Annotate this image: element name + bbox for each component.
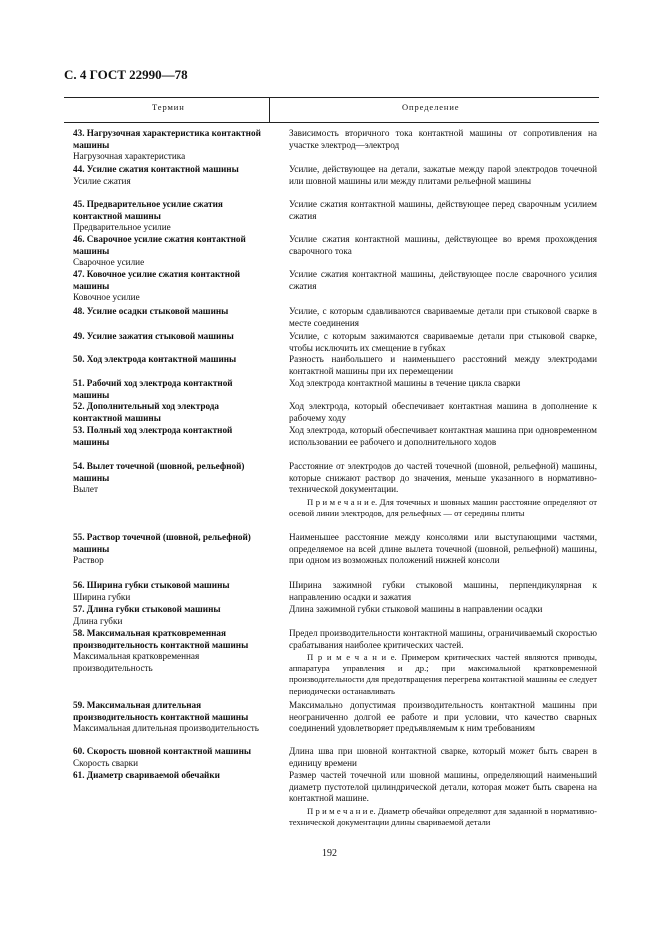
term-entry: [73, 425, 264, 448]
term-entry: [73, 461, 264, 496]
term-name: 44. Усилие сжатия контактной машины: [73, 164, 239, 174]
note-text: П р и м е ч а н и е. Для точечных и шовных машин расстояние определяют от осевой линии электродов, для рельефных — от середины плиты: [289, 497, 597, 519]
term-name: 53. Полный ход электрода контактной машины: [73, 425, 233, 447]
term-name: 57. Длина губки стыковой машины: [73, 604, 221, 614]
column-separator: [269, 98, 270, 123]
definition-text: Предел производительности контактной машины, ограничиваемый скоростью срабатывания наиболее критических частей.: [289, 628, 597, 650]
term-alias: Раствор: [73, 555, 104, 566]
term-name: 51. Рабочий ход электрода контактной машины: [73, 378, 233, 400]
term-alias: Максимальная длительная производительность: [73, 723, 259, 734]
term-entry: [73, 580, 264, 603]
term-entry: [73, 378, 264, 401]
definition-text: Размер частей точечной или шовной машины, определяющий наименьший диаметр пустотелой цилиндрической детали, которая может быть сварена на контактной машине.: [289, 770, 597, 804]
term-entry: [73, 199, 264, 234]
term-name: 56. Ширина губки стыковой машины: [73, 580, 230, 590]
term-entry: [73, 604, 264, 627]
table-top-rule: [64, 97, 599, 98]
term-name: 54. Вылет точечной (шовной, рельефной) машины: [73, 461, 245, 483]
term-name: 58. Максимальная кратковременная производительность контактной машины: [73, 628, 249, 650]
definition-text: Длина зажимной губки стыковой машины в направлении осадки: [289, 604, 543, 614]
column-header-terms: Термин: [152, 102, 185, 112]
term-name: 55. Раствор точечной (шовной, рельефной) машины: [73, 532, 251, 554]
definition-text: Зависимость вторичного тока контактной машины от сопротивления на участке электрод—электрод: [289, 128, 597, 150]
definition-text: Усилие, с которым зажимаются свариваемые детали при стыковой сварке, чтобы исключить их смещение в губках: [289, 331, 597, 353]
term-alias: Нагрузочная характеристика: [73, 151, 186, 162]
term-alias: Предварительное усилие: [73, 222, 171, 233]
term-name: 59. Максимальная длительная производительность контактной машины: [73, 700, 249, 722]
definition-text: Расстояние от электродов до частей точечной (шовной, рельефной) машины, которые снижают раствор до значения, меньше указанного в нормативно-технической документации.: [289, 461, 597, 495]
table-header-rule: [64, 122, 599, 123]
term-name: 47. Ковочное усилие сжатия контактной машины: [73, 269, 240, 291]
term-entry: [73, 164, 264, 187]
page-header: С. 4 ГОСТ 22990—78: [64, 67, 188, 82]
term-alias: Ширина губки: [73, 591, 131, 602]
term-alias: Усилие сжатия: [73, 175, 131, 186]
term-name: 52. Дополнительный ход электрода контактной машины: [73, 401, 220, 423]
term-alias: Длина губки: [73, 615, 123, 626]
term-entry: [73, 401, 264, 424]
definition-text: Ход электрода, который обеспечивает контактная машина в дополнение к рабочему ходу: [289, 401, 597, 423]
definition-text: Усилие сжатия контактной машины, действующее во время прохождения сварочного тока: [289, 234, 597, 256]
term-entry: [73, 331, 264, 343]
term-name: 45. Предварительное усилие сжатия контактной машины: [73, 199, 223, 221]
definition-text: Наименьшее расстояние между консолями или выступающими частями, определяемое на всей длине вылета точечной (шовной, рельефной) машины, при одном из возможных положений нижней консоли: [289, 532, 597, 566]
definition-text: Усилие, с которым сдавливаются свариваемые детали при стыковой сварке в месте соединения: [289, 306, 597, 328]
definition-text: Усилие сжатия контактной машины, действующее после сварочного усилия сжатия: [289, 269, 597, 291]
term-entry: [73, 234, 264, 269]
term-entry: [73, 700, 264, 735]
definition-text: Усилие сжатия контактной машины, действующее перед сварочным усилием сжатия: [289, 199, 597, 221]
term-name: 48. Усилие осадки стыковой машины: [73, 306, 229, 316]
term-alias: Ковочное усилие: [73, 292, 140, 303]
term-alias: Сварочное усилие: [73, 257, 145, 268]
term-alias: Максимальная кратковременная производительность: [73, 651, 200, 673]
term-entry: [73, 128, 264, 163]
term-entry: [73, 354, 264, 366]
note-text: П р и м е ч а н и е. Примером критических частей являются приводы, аппаратура управления и др.; при максимальной кратковременной производительности для предотвращения перегрева контактной машины ее следует периодически останавливать: [289, 652, 597, 696]
definition-text: Максимально допустимая производительность контактной машины при неограниченно долгой ее работе и при условии, что качество сварных соединений удовлетворяет предъявляемым к ним требованиям: [289, 700, 597, 734]
term-name: 60. Скорость шовной контактной машины: [73, 746, 252, 756]
term-name: 61. Диаметр свариваемой обечайки: [73, 770, 220, 780]
definition-text: Ход электрода, который обеспечивает контактная машина при одновременном использовании ее рабочего и дополнительного ходов: [289, 425, 597, 447]
term-name: 43. Нагрузочная характеристика контактной машины: [73, 128, 261, 150]
definition-text: Усилие, действующее на детали, зажатые между парой электродов точечной или шовной машины или между плитами рельефной машины: [289, 164, 597, 186]
column-header-definitions: Определение: [402, 102, 460, 112]
definition-text: Разность наибольшего и наименьшего расстояний между электродами контактной машины при их перемещении: [289, 354, 597, 376]
term-name: 46. Сварочное усилие сжатия контактной машины: [73, 234, 246, 256]
term-name: 50. Ход электрода контактной машины: [73, 354, 237, 364]
term-entry: [73, 306, 264, 318]
term-entry: [73, 532, 264, 567]
term-alias: Скорость сварки: [73, 757, 139, 768]
definition-text: Длина шва при шовной контактной сварке, который может быть сварен в единицу времени: [289, 746, 597, 768]
definition-text: Ход электрода контактной машины в течение цикла сварки: [289, 378, 521, 388]
note-text: П р и м е ч а н и е. Диаметр обечайки определяют для заданной в нормативно-технической документации длины свариваемой детали: [289, 806, 597, 828]
term-alias: Вылет: [73, 484, 98, 495]
term-entry: [73, 770, 264, 782]
definition-text: Ширина зажимной губки стыковой машины, перпендикулярная к направлению осадки и зажатия: [289, 580, 597, 602]
term-name: 49. Усилие зажатия стыковой машины: [73, 331, 234, 341]
term-entry: [73, 746, 264, 769]
term-entry: [73, 628, 264, 674]
term-entry: [73, 269, 264, 304]
page-number: 192: [322, 848, 337, 859]
